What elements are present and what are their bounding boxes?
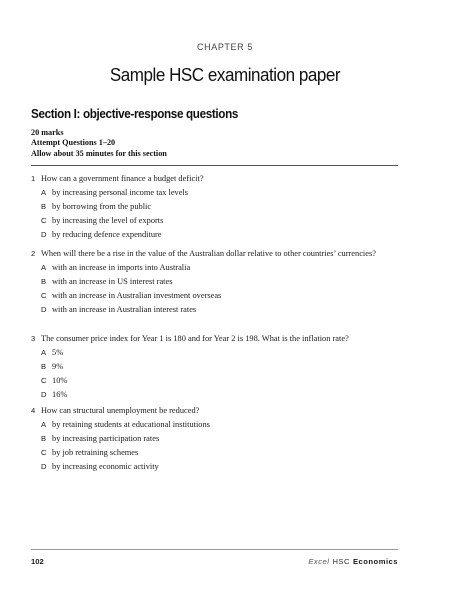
option-c <box>41 290 401 302</box>
option-text: 5% <box>52 348 64 357</box>
option-letter: D <box>41 305 47 314</box>
option-a <box>41 347 401 359</box>
question-text: How can a government finance a budget deficit? <box>41 174 204 183</box>
option-letter: D <box>41 230 47 239</box>
option-d <box>41 304 401 316</box>
option-letter: A <box>41 420 47 429</box>
option-text: by job retraining schemes <box>52 448 139 457</box>
question-number: 4 <box>31 406 36 415</box>
option-b <box>41 433 401 445</box>
option-letter: C <box>41 291 47 300</box>
option-text: 9% <box>52 362 64 371</box>
question-text: The consumer price index for Year 1 is 180 and for Year 2 is 198. What is the inflation rate? <box>41 334 349 343</box>
question-4 <box>31 405 401 473</box>
time-line: Allow about 35 minutes for this section <box>31 148 167 158</box>
option-d <box>41 461 401 473</box>
option-text: by reducing defence expenditure <box>52 230 162 239</box>
option-text: with an increase in Australian interest rates <box>52 305 197 314</box>
question-2 <box>31 248 401 316</box>
question-number: 3 <box>31 334 36 343</box>
option-a <box>41 262 401 274</box>
option-letter: B <box>41 277 47 286</box>
question-number: 2 <box>31 249 36 258</box>
option-c <box>41 447 401 459</box>
option-b <box>41 276 401 288</box>
book-subject: Economics <box>352 557 398 566</box>
book-middle: HSC <box>332 557 350 566</box>
option-b <box>41 201 401 213</box>
option-c <box>41 215 401 227</box>
attempt-line: Attempt Questions 1–20 <box>31 138 116 148</box>
question-text: When will there be a rise in the value of the Australian dollar relative to other countries’ currencies? <box>41 249 376 258</box>
option-letter: B <box>41 434 47 443</box>
page-number: 102 <box>31 557 44 566</box>
marks-line: 20 marks <box>31 128 64 137</box>
option-letter: C <box>41 376 47 385</box>
page-title: Sample HSC examination paper <box>109 64 341 85</box>
option-text: by retaining students at educational institutions <box>52 420 210 429</box>
option-letter: C <box>41 216 47 225</box>
chapter-label: CHAPTER 5 <box>197 42 253 52</box>
option-text: with an increase in Australian investment overseas <box>52 291 222 300</box>
footer-divider <box>31 549 398 550</box>
option-text: by borrowing from the public <box>52 202 152 211</box>
option-text: by increasing participation rates <box>52 434 160 443</box>
question-3 <box>31 333 401 401</box>
option-d <box>41 229 401 241</box>
option-letter: B <box>41 202 47 211</box>
option-d <box>41 389 401 401</box>
section-title: Section I: objective-response questions <box>31 106 239 121</box>
option-a <box>41 419 401 431</box>
option-a <box>41 187 401 199</box>
question-text: How can structural unemployment be reduced? <box>41 406 200 415</box>
option-letter: A <box>41 188 47 197</box>
option-letter: C <box>41 448 47 457</box>
question-number: 1 <box>31 174 36 183</box>
option-text: with an increase in imports into Australia <box>52 263 191 272</box>
option-text: 10% <box>52 376 68 385</box>
option-letter: D <box>41 390 47 399</box>
question-1 <box>31 173 401 241</box>
section-meta <box>31 128 167 159</box>
option-letter: A <box>41 263 47 272</box>
book-prefix: Excel <box>308 557 330 566</box>
option-text: by increasing the level of exports <box>52 216 164 225</box>
option-b <box>41 361 401 373</box>
option-c <box>41 375 401 387</box>
option-text: with an increase in US interest rates <box>52 277 173 286</box>
book-title <box>308 557 398 566</box>
section-divider <box>31 165 398 166</box>
option-text: 16% <box>52 390 68 399</box>
option-letter: B <box>41 362 47 371</box>
option-text: by increasing economic activity <box>52 462 159 471</box>
option-text: by increasing personal income tax levels <box>52 188 189 197</box>
option-letter: D <box>41 462 47 471</box>
option-letter: A <box>41 348 47 357</box>
